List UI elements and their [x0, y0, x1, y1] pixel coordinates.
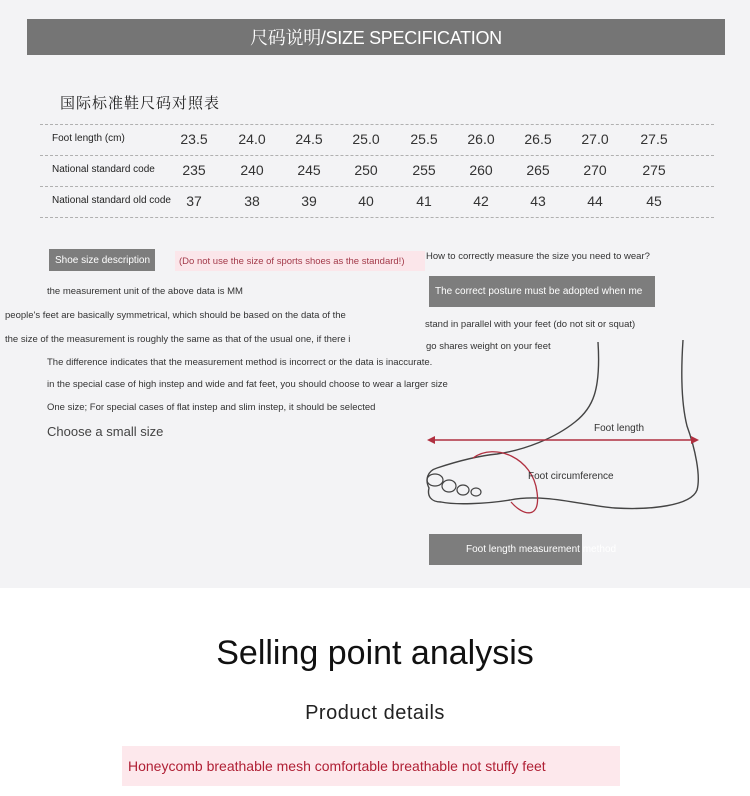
table-cell: 37: [186, 193, 202, 209]
table-cell: 265: [526, 162, 550, 178]
table-cell: 275: [642, 162, 666, 178]
table-cell: 42: [473, 193, 489, 209]
table-cell: 25.0: [352, 131, 380, 147]
arrow-right-icon: [691, 436, 699, 444]
table-cell: 39: [301, 193, 317, 209]
description-line: the measurement unit of the above data is MM: [47, 286, 243, 297]
table-cell: 270: [583, 162, 607, 178]
table-row-foot-length: [40, 124, 714, 156]
description-line: Choose a small size: [47, 424, 164, 439]
table-row-old-code: [40, 187, 714, 218]
table-cell: 235: [182, 162, 206, 178]
table-cell: 24.5: [295, 131, 323, 147]
table-cell: 240: [240, 162, 264, 178]
size-table-title: 国际标准鞋尺码对照表: [60, 94, 221, 112]
description-line: One size; For special cases of flat instep and slim instep, it should be selected: [47, 402, 376, 413]
foot-length-label: Foot length: [594, 423, 645, 434]
foot-diagram: [415, 330, 715, 530]
table-cell: 255: [412, 162, 436, 178]
foot-circumference-label: Foot circumference: [528, 471, 614, 482]
table-cell: 24.0: [238, 131, 266, 147]
table-cell: 44: [587, 193, 603, 209]
table-cell: 43: [530, 193, 546, 209]
shoe-size-description-tag: Shoe size description: [49, 249, 155, 271]
selling-point-title: Selling point analysis: [216, 634, 534, 672]
table-cell: 260: [469, 162, 493, 178]
table-cell: 23.5: [180, 131, 208, 147]
toe-icon: [427, 474, 443, 486]
foot-outline: [427, 340, 698, 508]
table-cell: 40: [358, 193, 374, 209]
table-cell: 45: [646, 193, 662, 209]
measure-step: go shares weight on your feet: [426, 341, 551, 352]
table-cell: 27.5: [640, 131, 668, 147]
row-label: Foot length (cm): [52, 133, 125, 144]
table-cell: 250: [354, 162, 378, 178]
measure-step: stand in parallel with your feet (do not sit or squat): [425, 319, 636, 330]
description-line: people's feet are basically symmetrical, which should be based on the data of the: [5, 310, 346, 321]
measure-question: How to correctly measure the size you need to wear?: [426, 251, 650, 262]
table-row-standard-code: [40, 156, 714, 187]
table-cell: 26.0: [467, 131, 495, 147]
feature-banner: Honeycomb breathable mesh comfortable breathable not stuffy feet: [122, 746, 620, 786]
measurement-method-tag: Foot length measurement method: [429, 534, 582, 565]
size-table: [40, 124, 714, 218]
sports-shoes-warning: (Do not use the size of sports shoes as the standard!): [175, 251, 425, 271]
table-cell: 25.5: [410, 131, 438, 147]
posture-tag: The correct posture must be adopted when me: [429, 276, 655, 307]
size-spec-header: 尺码说明/SIZE SPECIFICATION: [27, 19, 725, 55]
description-line: the size of the measurement is roughly the same as that of the usual one, if there i: [5, 334, 351, 345]
description-line: in the special case of high instep and wide and fat feet, you should choose to wear a larger size: [47, 379, 448, 390]
row-label: National standard code: [52, 164, 155, 175]
table-cell: 38: [244, 193, 260, 209]
table-cell: 27.0: [581, 131, 609, 147]
row-label: National standard old code: [52, 195, 171, 206]
table-cell: 41: [416, 193, 432, 209]
toe-icon: [471, 488, 481, 496]
product-details-subtitle: Product details: [305, 702, 445, 724]
description-line: The difference indicates that the measurement method is incorrect or the data is inaccurate.: [47, 357, 433, 368]
arrow-left-icon: [427, 436, 435, 444]
toe-icon: [457, 485, 469, 495]
table-cell: 245: [297, 162, 321, 178]
toe-icon: [442, 480, 456, 492]
table-cell: 26.5: [524, 131, 552, 147]
